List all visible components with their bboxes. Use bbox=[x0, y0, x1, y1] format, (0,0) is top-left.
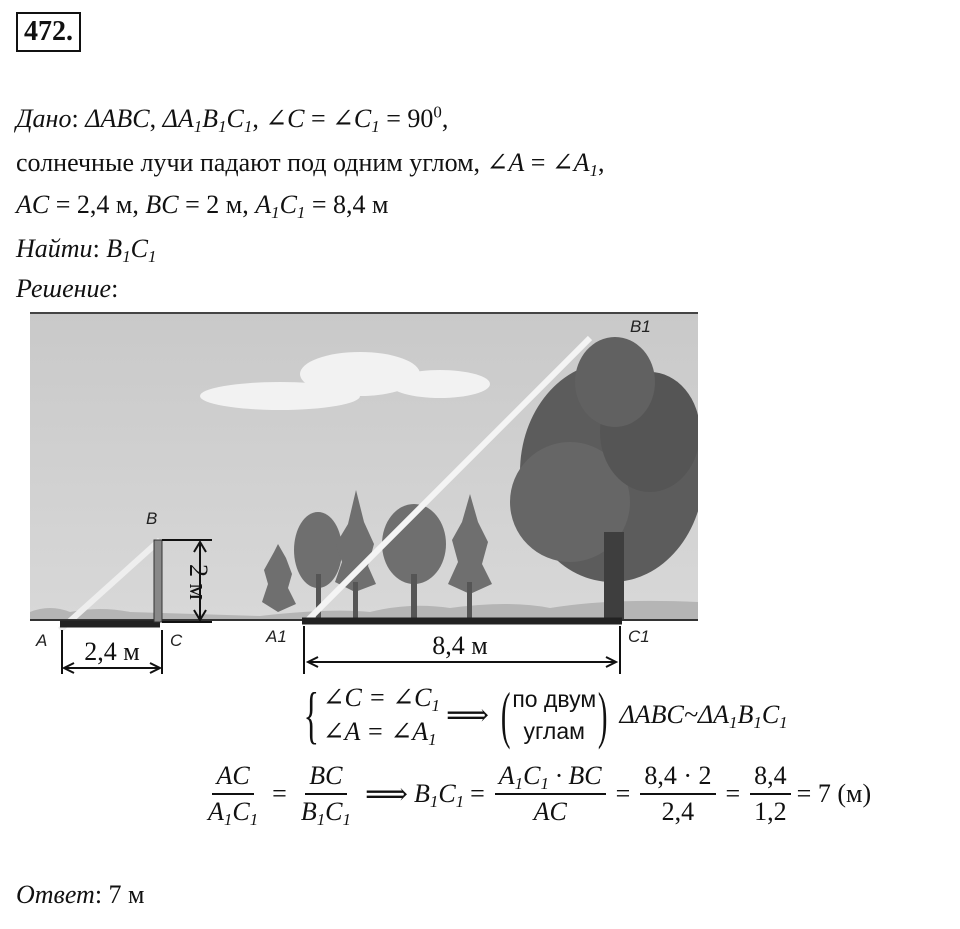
answer-label: Ответ bbox=[16, 880, 95, 909]
implies-arrow-1: ⟹ bbox=[445, 698, 489, 732]
fraction-formula: $\frac{A_1C_1 \cdot BC}{AC}$ bbox=[495, 761, 606, 827]
problem-number: 472. bbox=[16, 12, 81, 52]
similarity-condition-2: ∠A = $\angle A_1$ bbox=[322, 717, 437, 750]
solution-line: Решение: bbox=[16, 274, 119, 303]
point-c-label: C bbox=[170, 631, 183, 650]
similarity-condition-1: ∠C = $\angle C_1$ bbox=[322, 683, 440, 716]
given-line-3: AC = 2,4 м, BC = 2 м, $A_1C_1 = 8,4$ м bbox=[16, 190, 389, 223]
dim-a1c1-label: 8,4 м bbox=[432, 631, 488, 660]
fraction-bc-b1c1: $\frac{BC}{B_1C_1}$ bbox=[300, 761, 351, 830]
reason-bottom: углам bbox=[523, 718, 585, 744]
similarity-result: $\Delta ABC\sim\Delta A_1B_1C_1$ bbox=[619, 700, 788, 733]
fraction-ac-a1c1: $\frac{AC}{A_1C_1}$ bbox=[208, 761, 259, 830]
given-line-1: Дано: ΔABC, $\Delta A_1B_1C_1$, ∠C = $\angle C_1 = 90^0$, bbox=[16, 102, 449, 137]
final-result: = 7 (м) bbox=[796, 779, 872, 808]
pole-bc bbox=[154, 540, 162, 622]
point-b-label: B bbox=[146, 509, 158, 528]
dim-ac-label: 2,4 м bbox=[84, 637, 140, 666]
point-c1-label: C1 bbox=[628, 627, 650, 646]
answer-value: 7 м bbox=[108, 880, 145, 909]
point-a-label: A bbox=[36, 631, 48, 650]
similarity-row: { ∠C = $\angle C_1$ ∠A = $\angle A_1$ ⟹ ( по двум углам ) $\Delta ABC\sim\Delta A_1B_1C_1$ bbox=[303, 679, 788, 750]
implies-arrow-2: ⟹ bbox=[364, 777, 408, 811]
fraction-numeric-1: $\frac{8,4 \cdot 2}{2,4}$ bbox=[640, 761, 715, 827]
dim-bc-label: 2 м bbox=[184, 564, 213, 600]
answer-line: Ответ: 7 м bbox=[16, 880, 145, 909]
proportion-row: $\frac{AC}{A_1C_1}$ = $\frac{BC}{B_1C_1}$ ⟹ $B_1C_1$ = $\frac{A_1C_1 \cdot BC}{AC}$ = $\frac{8,4 \cdot 2}{2,4}$ = $\frac{8,4}{1,2}$ = 7 (м) bbox=[200, 752, 871, 836]
find-label: Найти bbox=[16, 234, 93, 263]
given-line-2: солнечные лучи падают под одним углом, ∠A = $\angle A_1$, bbox=[16, 148, 605, 181]
fraction-numeric-2: $\frac{8,4}{1,2}$ bbox=[750, 761, 791, 827]
given-label: Дано bbox=[16, 104, 72, 133]
solution-label: Решение bbox=[16, 274, 112, 303]
point-a1-label: A1 bbox=[266, 627, 287, 646]
find-line: Найти: $B_1C_1$ bbox=[16, 234, 157, 267]
problem-figure bbox=[30, 312, 698, 674]
reason-top: по двум bbox=[512, 686, 597, 712]
point-b1-label: B1 bbox=[630, 317, 651, 336]
